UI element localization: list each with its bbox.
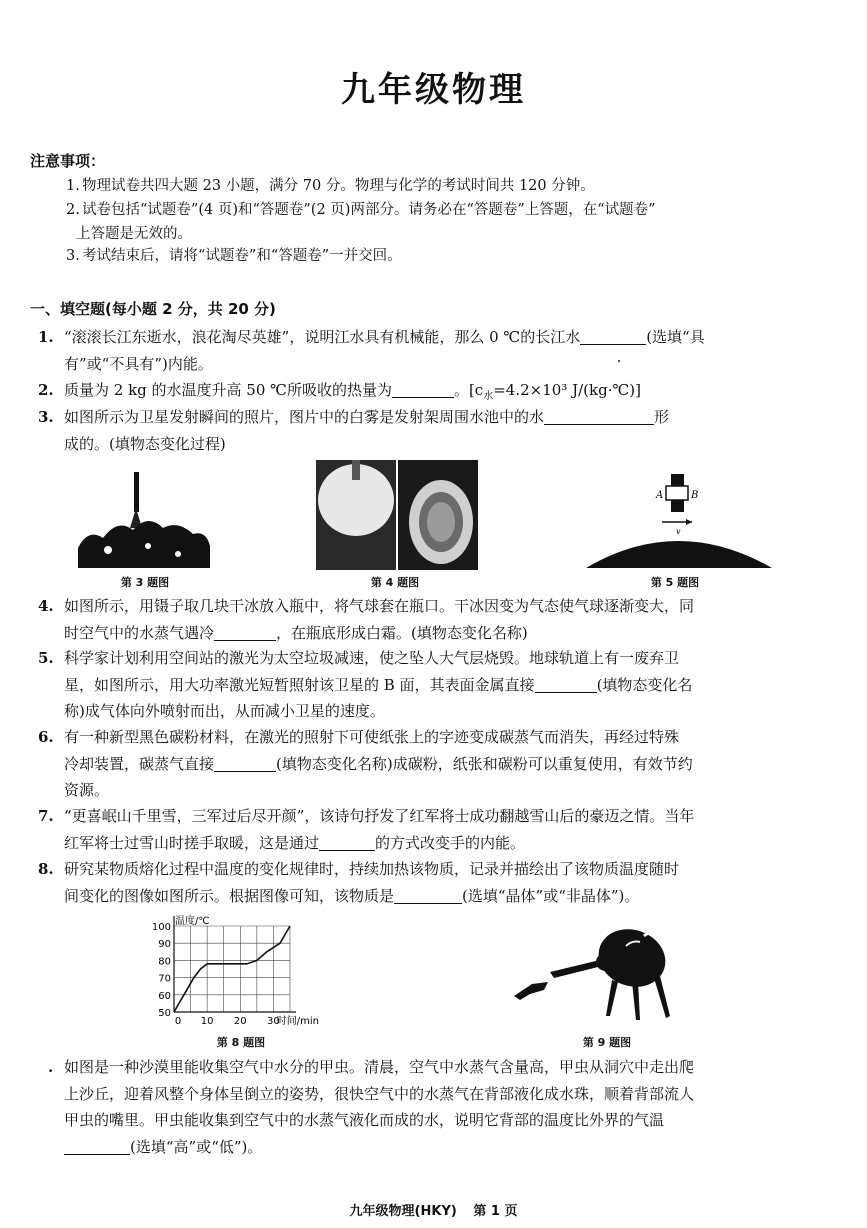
speck-mark (618, 360, 620, 362)
question-number: . (48, 1058, 54, 1076)
question-text: 科学家计划利用空间站的激光为太空垃圾减速，使之坠人大气层烧毁。地球轨道上有一废弃卫 (64, 649, 680, 667)
chart-y-tick-label: 100 (151, 922, 171, 933)
question-number: 8. (38, 860, 54, 878)
figure-8-caption: 第 8 题图 (216, 1036, 266, 1049)
answer-blank[interactable] (214, 754, 276, 772)
question-text: 有一种新型黑色碳粉材料，在激光的照射下可使纸张上的字迹变成碳蒸气而消失，再经过特殊 (64, 728, 680, 746)
satellite-top-panel (671, 474, 684, 486)
question-text: 。[c (453, 381, 484, 399)
question-text: 的方式改变手的内能。 (375, 833, 526, 852)
note-number: 2. (66, 202, 80, 218)
chart-y-tick-label: 80 (158, 956, 171, 968)
question-4 (38, 593, 818, 646)
note-item (66, 198, 826, 246)
answer-blank[interactable] (64, 1137, 130, 1155)
note-number: 1. (66, 178, 80, 194)
satellite-bottom-panel (671, 500, 684, 512)
earth-arc (586, 541, 772, 568)
label-a: A (656, 490, 664, 501)
question-number: 7. (38, 807, 54, 825)
question-text: 冷却装置，碳蒸气直接 (64, 754, 215, 773)
question-text: 时空气中的水蒸气遇冷 (64, 623, 215, 642)
note-text: 考试结束后，请将“试题卷”和“答题卷”一并交回。 (82, 248, 402, 264)
question-text: 如图所示，用镊子取几块干冰放入瓶中，将气球套在瓶口。干冰因变为气态使气球逐渐变大，同 (64, 597, 695, 615)
question-6 (38, 724, 818, 804)
satellite-body (666, 486, 688, 500)
answer-blank[interactable] (214, 623, 276, 641)
question-text: 有”或“不具有”)内能。 (64, 354, 213, 373)
question-text: “滚滚长江东逝水，浪花淘尽英雄”，说明江水具有机械能，那么 0 ℃的长江水 (64, 328, 581, 346)
question-text: (选填“高”或“低”)。 (130, 1137, 263, 1156)
question-number: 1. (38, 328, 54, 346)
question-number: 6. (38, 728, 54, 746)
question-5 (38, 645, 818, 725)
question-1 (38, 324, 818, 377)
page-title: 九年级物理 (341, 70, 526, 110)
figure-4-caption: 第 4 题图 (370, 576, 420, 589)
chart-y-tick-label: 50 (158, 1008, 171, 1019)
chart-y-tick-label: 70 (158, 973, 171, 985)
question-3 (38, 404, 818, 457)
chart-y-tick-label: 60 (158, 990, 171, 1002)
question-8 (38, 856, 818, 909)
chart-ticks (152, 922, 280, 1027)
page-footer (0, 1200, 867, 1219)
question-text: 如图所示为卫星发射瞬间的照片，图片中的白雾是发射架周围水池中的水 (64, 408, 545, 426)
answer-blank[interactable] (394, 886, 462, 904)
figure-5-caption: 第 5 题图 (650, 576, 700, 589)
answer-blank[interactable] (580, 327, 646, 345)
chart-x-tick-label: 20 (233, 1016, 247, 1027)
answer-blank[interactable] (319, 833, 375, 851)
question-text: 质量为 2 kg 的水温度升高 50 ℃所吸收的热量为 (64, 381, 392, 399)
question-9 (38, 1054, 818, 1160)
answer-blank[interactable] (535, 675, 597, 693)
question-text: 星，如图所示，用大功率激光短暂照射该卫星的 B 面，其表面金属直接 (64, 675, 535, 694)
label-v: v (676, 527, 681, 536)
chart-x-tick-label: 10 (200, 1016, 214, 1027)
question-text: ，在瓶底形成白霜。(填物态变化名称) (276, 623, 528, 642)
question-number: 2. (38, 381, 54, 399)
chart-grid (174, 926, 290, 1012)
question-text: 间变化的图像如图所示。根据图像可知，该物质是 (64, 886, 395, 905)
figure-3-caption: 第 3 题图 (120, 576, 170, 589)
notes-heading: 注意事项： (30, 152, 106, 170)
figure-8-temperature-chart (140, 912, 340, 1032)
question-text: 上沙丘，迎着风整个身体呈倒立的姿势，很快空气中的水蒸气在背部液化成水珠，顺着背部流人 (64, 1084, 695, 1103)
subscript-text: 水 (483, 391, 494, 402)
question-7 (38, 803, 818, 856)
note-item (66, 174, 826, 198)
figure-4-bottle-photo (316, 460, 478, 570)
section-heading: 一、填空题(每小题 2 分，共 20 分) (30, 300, 276, 318)
question-text: 红军将士过雪山时搓手取暖，这是通过 (64, 833, 320, 852)
chart-y-tick-label: 90 (158, 939, 171, 951)
note-text: 试卷包括“试题卷”(4 页)和“答题卷”(2 页)两部分。请务必在“答题卷”上答题，在“试题卷” (82, 202, 656, 218)
chart-series-line (174, 926, 290, 1012)
question-text: 研究某物质熔化过程中温度的变化规律时，持续加热该物质，记录并描绘出了该物质温度随时 (64, 860, 680, 878)
figure-3-launch-photo (78, 468, 210, 568)
chart-x-tick-label: 30 (267, 1016, 280, 1027)
question-text: 资源。 (64, 781, 110, 799)
question-number: 3. (38, 408, 54, 426)
figure-9-caption: 第 9 题图 (582, 1036, 632, 1049)
question-text: =4.2×10³ J/(kg·℃)] (493, 381, 641, 399)
label-b: B (691, 490, 699, 501)
question-number: 4. (38, 597, 54, 615)
question-text: (填物态变化名 (596, 675, 693, 694)
figure-5-satellite-diagram (586, 474, 772, 570)
figure-9-beetle-photo (514, 920, 676, 1028)
note-text: 物理试卷共四大题 23 小题，满分 70 分。物理与化学的考试时间共 120 分钟。 (82, 178, 595, 194)
answer-blank[interactable] (392, 380, 454, 398)
question-text: (填物态变化名称)成碳粉，纸张和碳粉可以重复使用，有效节约 (276, 754, 693, 773)
question-number: 5. (38, 649, 54, 667)
footer-page-number: 第 1 页 (473, 1204, 518, 1219)
footer-title: 九年级物理(HKY) (349, 1204, 457, 1219)
note-number: 3. (66, 248, 80, 264)
question-text: 如图是一种沙漠里能收集空气中水分的甲虫。清晨，空气中水蒸气含量高，甲虫从洞穴中走出爬 (64, 1058, 695, 1076)
question-text: (选填“具 (646, 328, 705, 346)
chart-x-tick-label: 0 (174, 1016, 182, 1027)
question-text: 称)成气体向外喷射而出，从而减小卫星的速度。 (64, 702, 385, 720)
note-item (66, 244, 826, 268)
chart-x-axis-label: 时间/min (276, 1016, 319, 1027)
chart-y-axis-label: 温度/℃ (175, 916, 210, 927)
question-text: 成的。(填物态变化过程) (64, 434, 226, 453)
answer-blank[interactable] (544, 407, 654, 425)
question-text: 形 (654, 408, 670, 426)
note-text-continued: 上答题是无效的。 (76, 226, 192, 242)
question-text: (选填“晶体”或“非晶体”)。 (462, 886, 640, 905)
question-text: “更喜岷山千里雪，三军过后尽开颜”，该诗句抒发了红军将士成功翻越雪山后的豪迈之情。当年 (64, 807, 695, 825)
question-text: 甲虫的嘴里。甲虫能收集到空气中的水蒸气液化而成的水，说明它背部的温度比外界的气温 (64, 1111, 665, 1129)
arrow-head (686, 519, 692, 525)
